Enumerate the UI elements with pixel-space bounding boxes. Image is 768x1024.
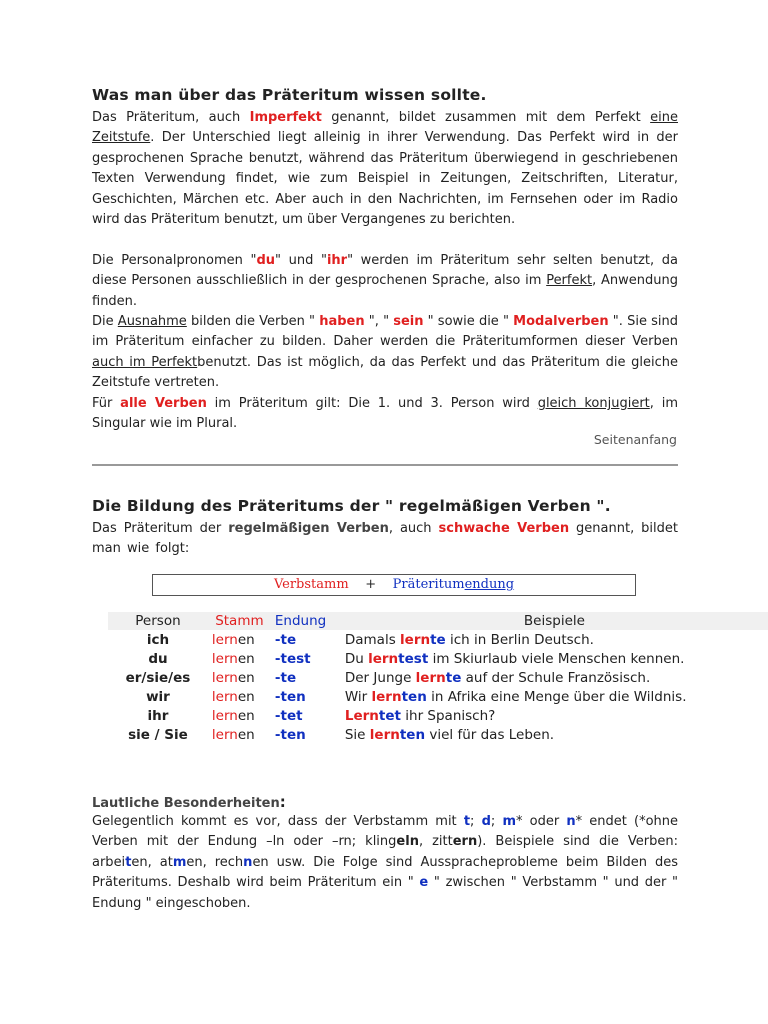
subheading-lautliche: Lautliche Besonderheiten:	[92, 793, 286, 811]
formula-plus: +	[365, 577, 377, 592]
table-row	[108, 649, 768, 668]
cell-endung: -te	[274, 669, 297, 686]
verb-form: lernten	[371, 688, 427, 705]
cell-person: ihr	[147, 707, 169, 724]
cell-stamm: lernen	[211, 688, 255, 705]
cell-stamm: lernen	[211, 669, 255, 686]
verb-form: lerntest	[368, 650, 429, 667]
formula-stamm: Verbstamm	[273, 577, 349, 592]
table-row	[108, 725, 768, 744]
cell-endung: -ten	[274, 726, 306, 743]
header-person: Person	[135, 613, 181, 629]
stem-text: lern	[211, 650, 238, 667]
verb-form: lernte	[400, 631, 446, 648]
table-row	[108, 630, 768, 649]
stem-text: lern	[211, 688, 238, 705]
cell-endung: -tet	[274, 707, 303, 724]
stem-text: lern	[211, 707, 238, 724]
verb-form: lernte	[415, 669, 462, 686]
stem-text: lern	[211, 631, 238, 648]
pronoun-paragraph: Die Personalpronomen "du" und "ihr" werden im Präteritum sehr selten benutzt, da diese Personen ausschließlich in der gesprochenen Sprache, also im Perfekt, Anwendung finden.	[92, 253, 678, 309]
intro-paragraph: Das Präteritum, auch Imperfekt genannt, bildet zusammen mit dem Perfekt eine Zeitstufe. Der Unterschied liegt alleinig in ihrer Verwendung. Das Perfekt wird in der gesprochenen Sprache benutzt, während das Präteritum überwiegend in geschriebenen Texten Verwendung findet, wie zum Beispiel in Zeitungen, Zeitschriften, Literatur, Geschichten, Märchen etc. Aber auch in den Nachrichten, im Fernsehen oder im Radio wird das Präteritum benutzt, um über Vergangenes zu berichten.	[92, 110, 678, 228]
section-title-praeteritum: Was man über das Präteritum wissen sollte.	[92, 86, 487, 104]
header-stamm: Stamm	[215, 613, 264, 629]
table-header-row	[108, 612, 768, 630]
verb-form: lernten	[369, 726, 426, 743]
cell-stamm: lernen	[211, 650, 255, 667]
section-title-bildung: Die Bildung des Präteritums der " regelmäßigen Verben ".	[92, 497, 611, 515]
cell-beispiel: Lerntet ihr Spanisch?	[344, 707, 496, 724]
cell-person: ich	[146, 631, 170, 648]
exception-paragraph: Die Ausnahme bilden die Verben " haben ", " sein " sowie die " Modalverben ". Sie sind im Präteritum einfacher zu bilden. Daher werden die Präteritumformen dieser Verben auch im Perfektbenutzt. Das ist möglich, da das Perfekt und das Präteritum die gleiche Zeitstufe vertreten.	[92, 314, 678, 391]
cell-beispiel: Du lerntest im Skiurlaub viele Menschen kennen.	[344, 650, 685, 667]
cell-beispiel: Sie lernten viel für das Leben.	[344, 726, 555, 743]
cell-endung: -test	[274, 650, 311, 667]
cell-beispiel: Damals lernte ich in Berlin Deutsch.	[344, 631, 594, 648]
conjugation-table	[108, 612, 768, 744]
stem-text: lern	[211, 669, 238, 686]
formula-box	[152, 574, 636, 596]
table-row	[108, 687, 768, 706]
stem-text: lern	[211, 726, 238, 743]
cell-person: sie / Sie	[128, 726, 188, 743]
top-link[interactable]: Seitenanfang	[593, 432, 677, 447]
bildung-paragraph: Das Präteritum der regelmäßigen Verben, auch schwache Verben genannt, bildet man wie folgt:	[92, 521, 678, 557]
header-endung: Endung	[274, 613, 327, 629]
cell-person: du	[148, 650, 168, 667]
divider	[92, 464, 678, 466]
cell-endung: -te	[274, 631, 297, 648]
cell-beispiel: Der Junge lernte auf der Schule Französisch.	[344, 669, 651, 686]
table-row	[108, 668, 768, 687]
cell-beispiel: Wir lernten in Afrika eine Menge über die Wildnis.	[344, 688, 687, 705]
cell-person: er/sie/es	[125, 669, 191, 686]
cell-stamm: lernen	[211, 631, 255, 648]
cell-stamm: lernen	[211, 726, 255, 743]
cell-person: wir	[146, 688, 170, 705]
table-row	[108, 706, 768, 725]
lautliche-paragraph: Gelegentlich kommt es vor, dass der Verbstamm mit t; d; m* oder n* endet (*ohne Verben mit der Endung –ln oder –rn; klingeln, zittern). Beispiele sind die Verben: arbeiten, atmen, rechnen usw. Die Folge sind Ausspracheprobleme beim Bilden des Präteritums. Deshalb wird beim Präteritum ein " e " zwischen " Verbstamm " und der " Endung " eingeschoben.	[92, 814, 679, 911]
all-verbs-paragraph: Für alle Verben im Präteritum gilt: Die 1. und 3. Person wird gleich konjugiert, im Singular wie im Plural.	[92, 396, 679, 432]
verb-form: Lerntet	[344, 707, 401, 724]
formula-endung: Präteritumendung	[392, 577, 515, 592]
cell-endung: -ten	[274, 688, 306, 705]
cell-stamm: lernen	[211, 707, 255, 724]
header-beispiele: Beispiele	[523, 613, 585, 629]
